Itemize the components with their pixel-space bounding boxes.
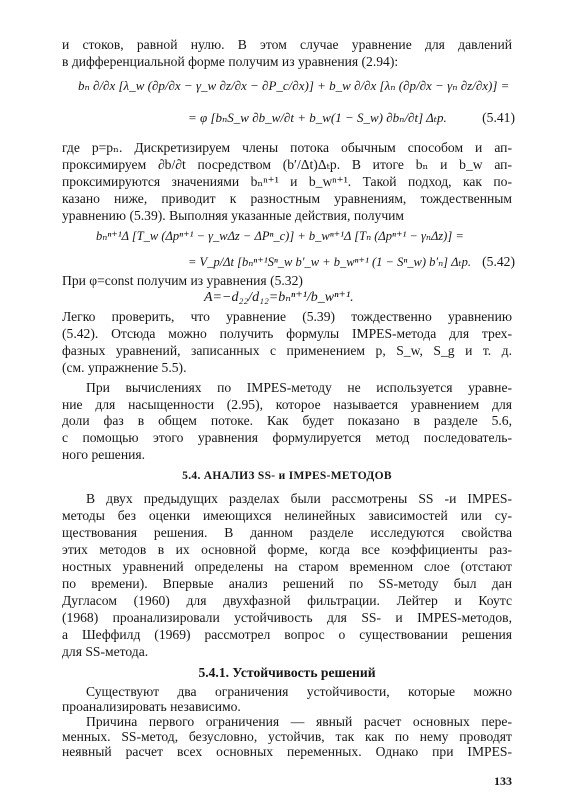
text-line: уравнению (5.39). Выполняя указанные действия, получим	[62, 207, 405, 223]
text-line: Существуют два ограничения устойчивости, которые можно	[86, 683, 512, 699]
equation-5-42-line1: bₙⁿ⁺¹Δ [T_w (Δpⁿ⁺¹ − γ_wΔz − ΔPⁿ_c)] + b_wⁿ⁺¹Δ [Tₙ (Δpⁿ⁺¹ − γₙΔz)] =	[96, 229, 464, 244]
equation-A: A=−d₂₂/d₁₂=bₙⁿ⁺¹/b_wⁿ⁺¹.	[204, 290, 354, 306]
page-number: 133	[494, 774, 512, 788]
text-line: В двух предыдущих разделах были рассмотрены SS -и IMPES-	[86, 491, 512, 507]
text-line: проксимируем ∂b/∂t посредством (b′/Δt)Δₜp. В итоге bₙ и b_w ап-	[62, 156, 512, 172]
text-line: (5.42). Отсюда можно получить формулы IMPES-метода для трех-	[62, 326, 512, 342]
text-line: в дифференциальной форме получим из уравнения (2.94):	[62, 53, 399, 69]
text-line: где p=pₙ. Дискретизируем члены потока обычным способом и ап-	[62, 140, 512, 156]
text-line: и стоков, равной нулю. В этом случае уравнение для давлений	[62, 36, 512, 52]
text-line: Причина первого ограничения — явный расчет основных пере-	[86, 714, 512, 730]
text-line: менных. SS-метод, безусловно, устойчив, так как по нему проводят	[62, 729, 512, 745]
equation-number: (5.42)	[482, 253, 515, 269]
text-line: ного решения.	[62, 447, 146, 463]
text-line: При вычислениях по IMPES-методу не используется уравне-	[86, 379, 512, 395]
text-line: При φ=const получим из уравнения (5.32)	[62, 273, 303, 289]
equation-5-41-line1: bₙ ∂/∂x [λ_w (∂p/∂x − γ_w ∂z/∂x − ∂P_c/∂x)] + b_w ∂/∂x [λₙ (∂p/∂x − γₙ ∂z/∂x)] =	[78, 77, 510, 93]
text-line: (см. упражнение 5.5).	[62, 359, 187, 375]
subsection-heading: 5.4.1. Устойчивость решений	[198, 665, 376, 681]
text-line: Легко проверить, что уравнение (5.39) тождественно уравнению	[62, 309, 512, 325]
text-line: с помощью этого уравнения формулируется метод последователь-	[62, 430, 512, 446]
text-line: (1968) проанализировали устойчивость для SS- и IMPES-методов,	[62, 609, 512, 625]
text-line: для SS-метода.	[62, 643, 149, 659]
equation-number: (5.41)	[482, 109, 515, 125]
text-line: ществования решения. В данном разделе исследуются свойства	[62, 525, 512, 541]
section-heading: 5.4. АНАЛИЗ SS- и IMPES-МЕТОДОВ	[182, 469, 392, 482]
text-line: неявный расчет всех основных переменных. Однако при IMPES-	[62, 744, 512, 760]
text-line: ностных уравнений определены на старом временном слое (отстают	[62, 559, 512, 575]
equation-5-42-line2: = V_p/Δt [bₙⁿ⁺¹Sⁿ_w b′_w + b_wⁿ⁺¹ (1 − Sⁿ_w) b′ₙ] Δₜp.	[188, 254, 471, 269]
text-line: казано ниже, приводит к разностным уравнениям, тождественным	[62, 190, 512, 206]
text-line: доли фаз в общем потоке. Как будет показано в разделе 5.6,	[62, 413, 512, 429]
equation-5-41-line2: = φ [bₙS_w ∂b_w/∂t + b_w(1 − S_w) ∂bₙ/∂t] Δₜp.	[188, 109, 447, 125]
text-line: ние для насыщенности (2.95), которое называется уравнением для	[62, 396, 512, 412]
text-line: а Шеффилд (1969) рассмотрел вопрос о существовании решения	[62, 626, 512, 642]
text-line: по времени). Впервые анализ решений по SS-методу был дан	[62, 575, 512, 591]
text-line: методы без оценки имеющихся нелинейных зависимостей или су-	[62, 508, 512, 524]
text-line: фазных уравнений, записанных с применением p, S_w, S_g и т. д.	[62, 342, 512, 358]
text-line: Дугласом (1960) для двухфазной фильтрации. Лейтер и Коутс	[62, 592, 512, 608]
text-line: проанализировать независимо.	[62, 698, 241, 714]
text-line: этих методов в их основной форме, когда все коэффициенты раз-	[62, 542, 512, 558]
text-line: проксимируются значениями bₙⁿ⁺¹ и b_wⁿ⁺¹. Такой подход, как по-	[62, 173, 512, 189]
